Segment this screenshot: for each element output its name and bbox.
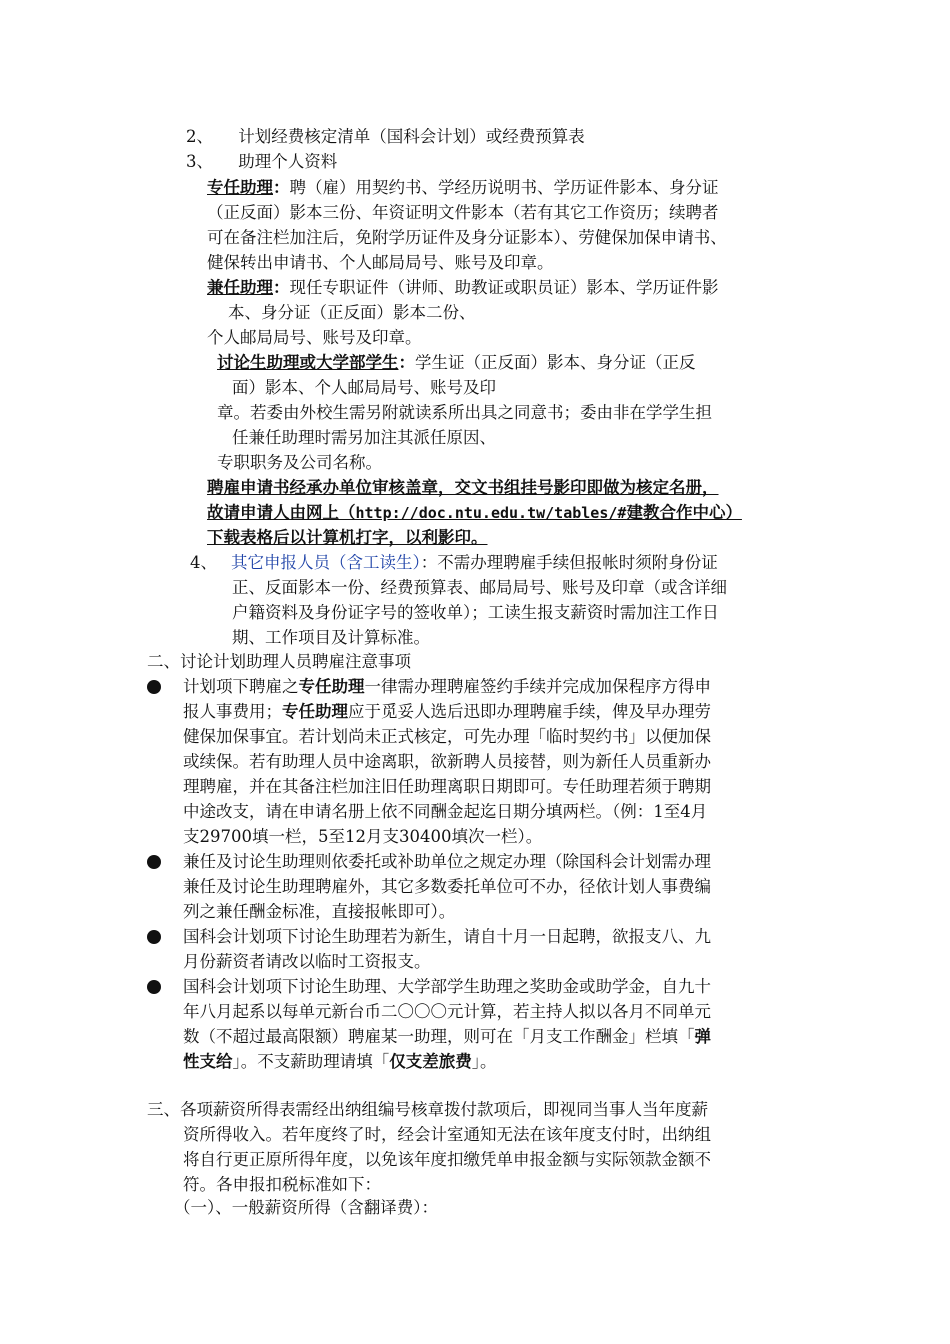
b4-text-4b: 」。不支薪助理请填「 — [232, 1052, 390, 1071]
student-label: 讨论生助理或大学部学生 — [217, 353, 399, 372]
b4-emphasis-4c: 仅支差旅费 — [389, 1052, 472, 1071]
section-3-line-3: 将自行更正原所得年度，以免该年度扣缴凭单申报金额与实际领款金额不 — [183, 1150, 711, 1169]
item-4-line-4: 期、工作项目及计算标准。 — [232, 628, 430, 647]
b1-emphasis-2: 专任助理 — [282, 702, 348, 721]
item-4-number: 4、 — [190, 553, 217, 572]
bullet-2-line-1: 兼任及讨论生助理则依委托或补助单位之规定办理（除国科会计划需办理 — [183, 852, 711, 871]
section-3-subheading-1: （一）、一般薪资所得（含翻译费）： — [174, 1198, 438, 1217]
bullet-1-line-4: 或续保。若有助理人员中途离职，欲新聘人员接替，则为新任人员重新办 — [183, 752, 711, 771]
bullet-icon — [147, 980, 161, 994]
fulltime-line-2: （正反面）影本三份、年资证明文件影本（若有其它工作资历；续聘者 — [207, 203, 719, 222]
student-line-1 — [217, 352, 696, 374]
bullet-1-line-2 — [183, 701, 711, 723]
section-3-line-2: 资所得收入。若年度终了时，经会计室通知无法在该年度支付时，出纳组 — [183, 1125, 711, 1144]
b4-text-4d: 」。 — [471, 1052, 497, 1071]
bullet-2-line-3: 列之兼任酬金标准，直接报帐即可）。 — [183, 902, 456, 921]
item-2-text: 计划经费核定清单（国科会计划）或经费预算表 — [238, 127, 585, 146]
item-2 — [186, 126, 585, 148]
b1-text-2a: 报人事费用； — [183, 702, 282, 721]
parttime-line-1 — [207, 277, 719, 299]
item-4-label: 其它申报人员（含工读生） — [231, 553, 421, 572]
bullet-icon — [147, 855, 161, 869]
notice-line-2 — [207, 502, 742, 524]
b4-text-3a: 数（不超过最高限额）聘雇某一助理，则可在「月支工作酬金」栏填「 — [183, 1027, 695, 1046]
bullet-1-line-3: 健保加保事宜。若计划尚未正式核定，可先办理「临时契约书」以便加保 — [183, 727, 711, 746]
parttime-text-1: 现任专职证件（讲师、助教证或职员证）影本、学历证件影 — [289, 278, 719, 297]
student-line-3: 章。若委由外校生需另附就读系所出具之同意书；委由非在学学生担 — [217, 403, 712, 422]
fulltime-line-4: 健保转出申请书、个人邮局局号、账号及印章。 — [207, 253, 554, 272]
bullet-3-line-2: 月份薪资者请改以临时工资报支。 — [183, 952, 431, 971]
student-text-1: 学生证（正反面）影本、身分证（正反 — [415, 353, 696, 372]
student-line-2: 面）影本、个人邮局局号、账号及印 — [232, 378, 496, 397]
item-4-line-2: 正、反面影本一份、经费预算表、邮局局号、账号及印章（或含详细 — [232, 578, 727, 597]
fulltime-colon: ： — [273, 178, 290, 197]
item-4-text-1: ：不需办理聘雇手续但报帐时须附身份证 — [420, 553, 718, 572]
b1-emphasis-1: 专任助理 — [298, 677, 365, 696]
item-4-line-1 — [190, 552, 718, 574]
bullet-3-line-1: 国科会计划项下讨论生助理若为新生，请自十月一日起聘，欲报支八、九 — [183, 927, 711, 946]
item-3-text: 助理个人资料 — [238, 152, 338, 171]
notice-text-2a: 故请申请人由网上（ — [207, 503, 356, 522]
bullet-4-line-3 — [183, 1026, 711, 1048]
item-2-number: 2、 — [186, 127, 213, 146]
b1-text-2c: 应于觅妥人选后迅即办理聘雇手续，俾及早办理劳 — [348, 702, 711, 721]
bullet-1-line-6: 中途改支，请在申请名册上依不同酬金起迄日期分填两栏。（例：1至4月 — [183, 802, 708, 821]
bullet-4-line-4 — [183, 1051, 497, 1073]
parttime-colon: ： — [273, 278, 290, 297]
section-2-heading: 二、讨论计划助理人员聘雇注意事项 — [147, 652, 411, 671]
student-line-4: 任兼任助理时需另加注其派任原因、 — [232, 428, 496, 447]
student-line-5: 专职职务及公司名称。 — [217, 453, 382, 472]
b4-emphasis-4a: 性支给 — [183, 1052, 233, 1071]
item-3-number: 3、 — [186, 152, 213, 171]
fulltime-line-3: 可在备注栏加注后，免附学历证件及身分证影本）、劳健保加保申请书、 — [207, 228, 727, 247]
bullet-icon — [147, 930, 161, 944]
fulltime-label: 专任助理 — [207, 178, 273, 197]
download-link[interactable]: http://doc.ntu.edu.tw/tables/# — [355, 504, 627, 522]
b1-text-1c: 一律需办理聘雇签约手续并完成加保程序方得申 — [364, 677, 711, 696]
parttime-line-2: 本、身分证（正反面）影本二份、 — [228, 303, 476, 322]
parttime-line-3: 个人邮局局号、账号及印章。 — [207, 328, 422, 347]
bullet-2-line-2: 兼任及讨论生助理聘雇外，其它多数委托单位可不办，径依计划人事费编 — [183, 877, 711, 896]
bullet-1-line-1 — [183, 676, 711, 698]
section-3-line-4: 符。各申报扣税标准如下： — [183, 1175, 381, 1194]
fulltime-line-1 — [207, 177, 719, 199]
bullet-1-line-5: 理聘雇，并在其备注栏加注旧任助理离职日期即可。专任助理若须于聘期 — [183, 777, 711, 796]
b4-emphasis-3: 弹 — [694, 1027, 711, 1046]
item-4-line-3: 户籍资料及身份证字号的签收单）；工读生报支薪资时需加注工作日 — [232, 603, 719, 622]
item-3 — [186, 151, 337, 173]
bullet-1-line-7: 支29700填一栏，5至12月支30400填次一栏）。 — [183, 827, 543, 846]
fulltime-text-1: 聘（雇）用契约书、学经历说明书、学历证件影本、身分证 — [289, 178, 719, 197]
parttime-label: 兼任助理 — [207, 278, 273, 297]
notice-line-1: 聘雇申请书经承办单位审核盖章，交文书组挂号影印即做为核定名册， — [207, 478, 719, 497]
bullet-4-line-1: 国科会计划项下讨论生助理、大学部学生助理之奖助金或助学金，自九十 — [183, 977, 711, 996]
bullet-icon — [147, 680, 161, 694]
b1-text-1a: 计划项下聘雇之 — [183, 677, 299, 696]
section-3-line-1: 三、各项薪资所得表需经出纳组编号核章拨付款项后，即视同当事人当年度薪 — [147, 1100, 708, 1119]
notice-line-3: 下载表格后以计算机打字，以利影印。 — [207, 528, 488, 547]
student-colon: ： — [398, 353, 415, 372]
notice-text-2b: 建教合作中心） — [626, 503, 742, 522]
bullet-4-line-2: 年八月起系以每单元新台币二〇〇〇元计算，若主持人拟以各月不同单元 — [183, 1002, 711, 1021]
